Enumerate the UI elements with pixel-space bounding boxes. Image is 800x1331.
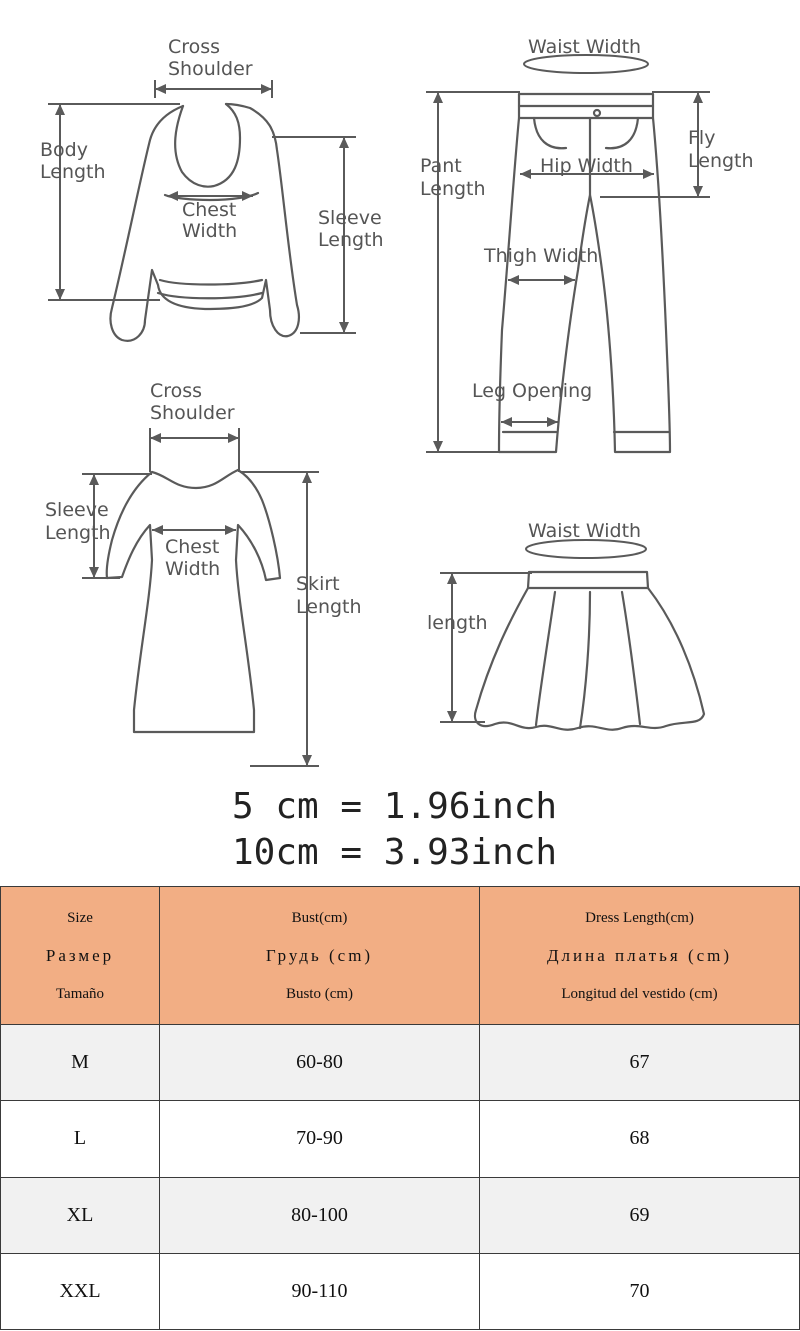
pant-length-label: Pant Length [420,155,486,200]
header-size [1,887,160,1025]
header-dress-length-en: Dress Length(cm) [585,909,694,926]
cell-dress-length: 70 [480,1253,800,1329]
cell-size: L [1,1101,160,1177]
cell-size: M [1,1025,160,1101]
dress-sleeve-length-label: Sleeve Length [45,499,111,544]
table-header-row [1,887,800,1025]
cell-size: XXL [1,1253,160,1329]
header-size-es: Tamaño [55,985,105,1002]
sleeve-length-label: Sleeve Length [318,207,384,251]
size-table [0,886,800,1330]
cell-bust: 60-80 [160,1025,480,1101]
cell-dress-length: 68 [480,1101,800,1177]
cell-dress-length: 69 [480,1177,800,1253]
cell-dress-length: 67 [480,1025,800,1101]
header-dress-length-ru: Длина платья (cm) [546,945,733,965]
conversion-line-1: 5 cm = 1.96inch [232,786,558,827]
header-size-en: Size [67,909,93,926]
table-row [1,1253,800,1329]
table-row [1,1101,800,1177]
table-row [1,1177,800,1253]
header-bust-es: Busto (cm) [285,985,354,1002]
header-bust-en: Bust(cm) [291,909,348,926]
hip-width-label: Hip Width [540,155,633,177]
header-bust [160,887,480,1025]
skirt-length-label: Skirt Length [296,573,362,618]
dress-figure [82,428,319,766]
header-dress-length [480,887,800,1025]
thigh-width-label: Thigh Width [484,245,599,267]
leg-opening-label: Leg Opening [472,380,593,402]
skirt-length-measure-label: length [427,612,488,634]
dress-cross-shoulder-label: Cross Shoulder [150,380,235,424]
cell-bust: 80-100 [160,1177,480,1253]
header-size-ru: Размер [45,945,115,965]
skirt-waist-width-label: Waist Width [528,520,642,542]
skirt-figure [440,540,704,730]
header-dress-length-es: Longitud del vestido (cm) [561,985,718,1002]
chest-width-label: Chest Width [182,199,238,242]
cross-shoulder-label: Cross Shoulder [168,36,253,80]
header-bust-ru: Грудь (cm) [265,945,374,965]
cell-bust: 90-110 [160,1253,480,1329]
body-length-label: Body Length [40,139,106,183]
table-row [1,1025,800,1101]
waist-width-label: Waist Width [528,36,642,58]
conversion-line-2: 10cm = 3.93inch [232,832,558,873]
cell-bust: 70-90 [160,1101,480,1177]
cell-size: XL [1,1177,160,1253]
dress-chest-width-label: Chest Width [165,536,221,580]
fly-length-label: Fly Length [688,127,754,172]
